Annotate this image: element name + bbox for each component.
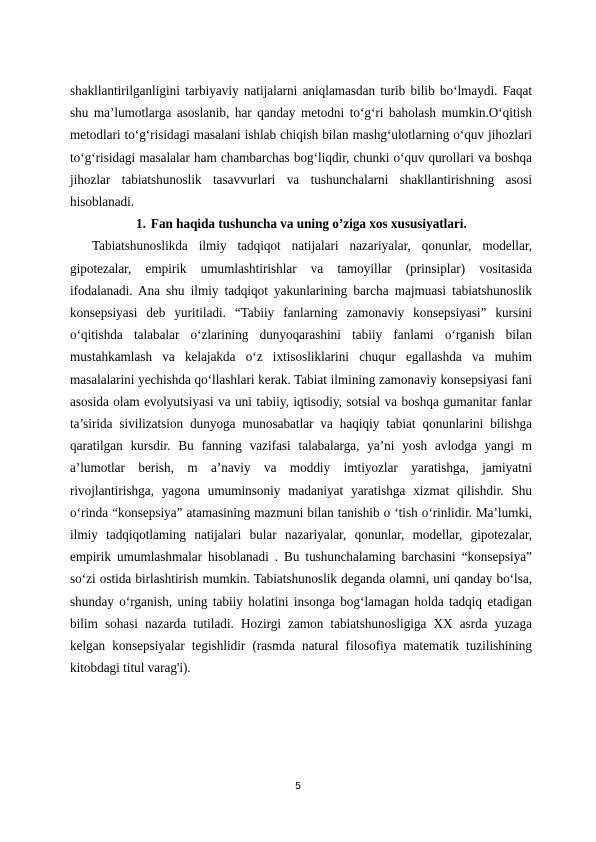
section-heading-number: 1. — [136, 216, 146, 232]
section-heading — [70, 213, 532, 235]
section-heading-text: Fan haqida tushuncha va uning o’ziga xos xususiyatlari. — [150, 216, 467, 232]
body-paragraph: Tabiatshunoslikda ilmiy tadqiqot natijalari nazariyalar, qonunlar, modellar, gipotezalar, empirik umumlashtirishlar va tamoyillar (prinsiplar) vositasida ifodalanadi. Ana shu ilmiy tadqiqot yakunlarining barcha majmuasi tabiatshunoslik konsepsiyasi deb yuritiladi. “Tabiiy fanlarning zamonaviy konsepsiyasi” kursini o‘qitishda talabalar o‘zlarining dunyoqarashini tabiiy fanlami o‘rganish bilan mustahkamlash va kelajakda o‘z ixtisosliklarini chuqur egallashda va muhim masalalarini yechishda qo‘llashlari kerak. Tabiat ilmining zamonaviy konsepsiyasi fani asosida olam evolyutsiyasi va uni tabiiy, iqtisodiy, sotsial va boshqa gumanitar fanlar ta’sirida sivilizatsion dunyoga munosabatlar va haqiqiy tabiat qonunlarini bilishga qaratilgan kursdir. Bu fanning vazifasi talabalarga, ya’ni yosh avlodga yangi m a’lumotlar berish, m a’naviy va moddiy imtiyozlar yaratishga, jamiyatni rivojlantirishga, yagona umuminsoniy madaniyat yaratishga xizmat qilishdir. Shu o‘rinda “konsepsiya” atamasining mazmuni bilan tanishib o ‘tish o‘rinlidir. Ma’lumki, ilmiy tadqiqotlaming natijalari bular nazariyalar, qonunlar, modellar, gipotezalar, empirik umumlashmalar hisoblanadi . Bu tushunchalaming barchasini “konsepsiya” so‘zi ostida birlashtirish mumkin. Tabiatshunoslik deganda olamni, uni qanday bo‘lsa, shunday o‘rganish, uning tabiiy holatini insonga bog‘lamagan holda tadqiq etadigan bilim sohasi nazarda tutiladi. Hozirgi zamon tabiatshunosligiga XX asrda yuzaga kelgan konsepsiyalar tegishlidir (rasmda natural filosofiya matematik tuzilishining kitobdagi titul varag'i). — [70, 238, 532, 676]
page-number: 5 — [295, 781, 301, 792]
document-page — [70, 80, 532, 679]
intro-paragraph: shakllantirilganligini tarbiyaviy natijalarni aniqlamasdan turib bilib bo‘lmaydi. Faqat shu ma’lumotlarga asoslanib, har qanday metodni to‘g‘ri baholash mumkin.O‘qitish metodlari to‘g‘risidagi masalani ishlab chiqish bilan mashg‘ulotlarning o‘quv jihozlari to‘g‘risidagi masalalar ham chambarchas bog‘liqdir, chunki o‘quv qurollari va boshqa jihozlar tabiatshunoslik tasavvurlari va tushunchalarni shakllantirishning asosi hisoblanadi. — [70, 83, 532, 210]
